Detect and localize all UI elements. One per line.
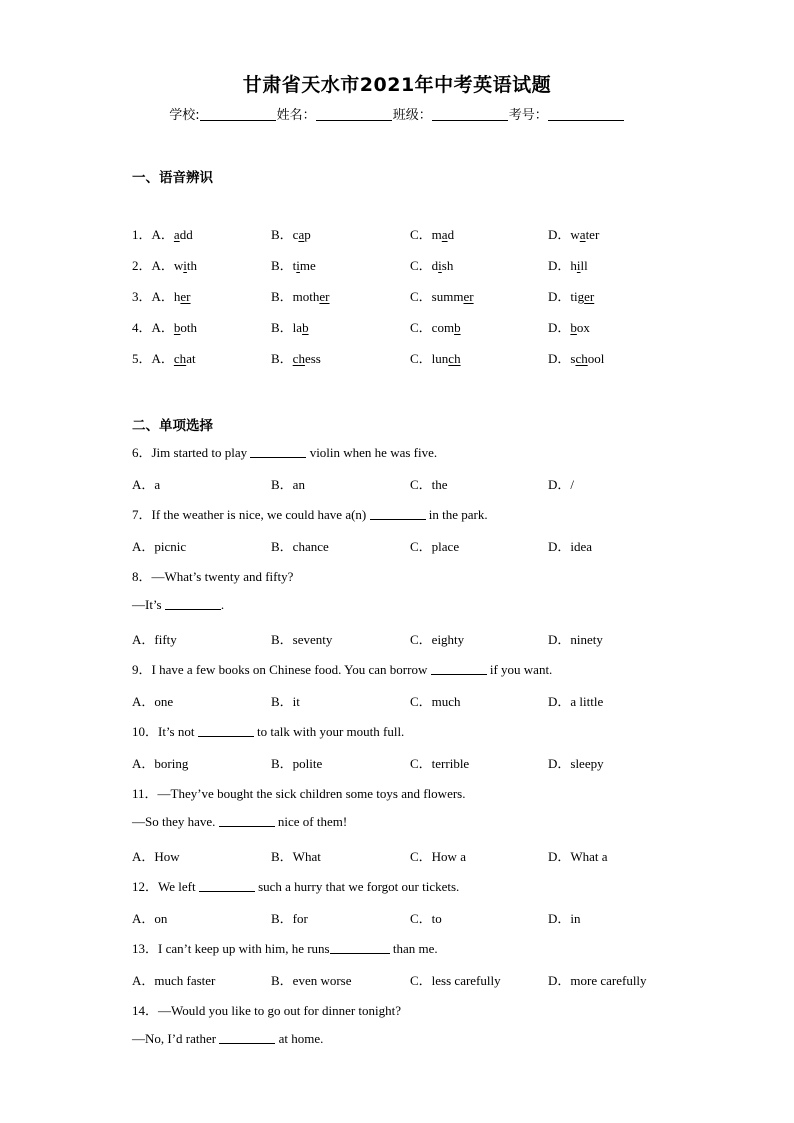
answer-option[interactable]: D．/ (548, 477, 575, 492)
option-letter: B． (271, 320, 293, 335)
word-part: moth (292, 289, 320, 304)
word-part: s (570, 351, 576, 366)
underlined-letters: er (584, 289, 595, 304)
underlined-letters: a (173, 227, 180, 242)
answer-option[interactable]: A．picnic (132, 539, 187, 554)
answer-option[interactable]: C．terrible (410, 756, 470, 771)
answer-blank[interactable] (370, 508, 426, 520)
question-text-part: if you want. (486, 662, 553, 677)
answer-option[interactable]: D．more carefully (548, 973, 647, 988)
question-number: 2． (132, 258, 152, 273)
option-letter: D． (548, 227, 571, 242)
option[interactable] (548, 255, 588, 274)
option[interactable] (132, 224, 193, 243)
question-text-part: violin when he was five. (306, 445, 438, 460)
option-letter: B． (271, 289, 293, 304)
question-text (132, 504, 488, 523)
answer-blank[interactable] (198, 725, 254, 737)
word-part: t (292, 258, 297, 273)
word-part: sh (441, 258, 454, 273)
exam-title: 甘肃省天水市2021年中考英语试题 (242, 74, 552, 96)
answer-blank[interactable] (165, 598, 221, 610)
word-part: me (299, 258, 316, 273)
answer-option[interactable]: D．in (548, 911, 581, 926)
option[interactable] (410, 286, 474, 305)
question-text (132, 1000, 401, 1019)
word-part: w (173, 258, 184, 273)
question-text (132, 814, 347, 830)
exam-number-blank[interactable] (548, 108, 624, 121)
option-letter: B． (271, 227, 293, 242)
option[interactable] (271, 224, 311, 243)
question-text-part: than me. (389, 941, 438, 956)
word-part: c (292, 227, 299, 242)
option[interactable] (548, 317, 590, 336)
underlined-letters: er (180, 289, 191, 304)
word-part: com (431, 320, 455, 335)
word-part: oth (180, 320, 198, 335)
answer-blank[interactable] (250, 446, 306, 458)
option[interactable] (132, 255, 197, 274)
word-part: d (447, 227, 455, 242)
option-letter: D． (548, 320, 571, 335)
answer-option[interactable]: C．the (410, 477, 448, 492)
underlined-letters: b (454, 320, 461, 335)
answer-blank[interactable] (219, 1032, 275, 1044)
question-text-part: 11．—They’ve bought the sick children some toys and flowers. (132, 786, 466, 801)
question-text-part: 13．I can’t keep up with him, he runs (132, 941, 330, 956)
answer-option[interactable]: B．an (271, 477, 305, 492)
option-letter: A． (151, 258, 174, 273)
underlined-letters: i (183, 258, 187, 273)
answer-option[interactable]: C．less carefully (410, 973, 501, 988)
exam-number-label: 考号： (508, 108, 548, 123)
underlined-letters: ch (173, 351, 187, 366)
answer-option[interactable]: D．What a (548, 849, 608, 864)
answer-option[interactable]: C．place (410, 539, 460, 554)
word-part: lun (431, 351, 449, 366)
question-text-part: 12．We left (132, 879, 199, 894)
question-text (132, 938, 438, 957)
question-text (132, 442, 437, 461)
question-text-part: —So they have. (132, 814, 219, 829)
word-part: summ (431, 289, 464, 304)
answer-option[interactable]: D．a little (548, 694, 604, 709)
underlined-letters: b (570, 320, 577, 335)
underlined-letters: ch (575, 351, 588, 366)
question-number: 4． (132, 320, 152, 335)
option-letter: C． (410, 320, 432, 335)
underlined-letters: ch (448, 351, 461, 366)
section-heading-phonetics: 一、语音辨识 (132, 170, 213, 186)
answer-option[interactable]: A．How (132, 849, 180, 864)
answer-option[interactable]: C．to (410, 911, 442, 926)
answer-option[interactable]: A．boring (132, 756, 189, 771)
option[interactable] (410, 317, 461, 336)
question-text-part: . (220, 597, 225, 612)
underlined-letters: ch (292, 351, 305, 366)
answer-option[interactable]: A．a (132, 477, 161, 492)
answer-option[interactable]: A．on (132, 911, 168, 926)
word-part: h (173, 289, 181, 304)
question-text-part: 10．It’s not (132, 724, 198, 739)
answer-option[interactable]: B．What (271, 849, 321, 864)
question-text-part: 7．If the weather is nice, we could have a(n) (132, 507, 370, 522)
answer-option[interactable]: B．chance (271, 539, 329, 554)
question-text-part: nice of them! (274, 814, 348, 829)
word-part: w (570, 227, 580, 242)
option-letter: A． (151, 351, 174, 366)
option-letter: B． (271, 258, 293, 273)
name-label: 姓名： (276, 108, 316, 123)
answer-option[interactable]: A．one (132, 694, 174, 709)
answer-option[interactable]: D．ninety (548, 632, 603, 647)
word-part: th (186, 258, 198, 273)
word-part: d (431, 258, 439, 273)
underlined-letters: er (463, 289, 474, 304)
question-text (132, 597, 224, 613)
underlined-letters: b (173, 320, 181, 335)
underlined-letters: er (319, 289, 330, 304)
question-text-part: 9．I have a few books on Chinese food. You can borrow (132, 662, 431, 677)
answer-option[interactable]: A．much faster (132, 973, 216, 988)
answer-blank[interactable] (330, 942, 390, 954)
question-text (132, 876, 459, 895)
word-part: p (304, 227, 311, 242)
answer-option[interactable]: B．polite (271, 756, 323, 771)
answer-blank[interactable] (431, 663, 487, 675)
option-letter: A． (151, 289, 174, 304)
option[interactable] (548, 348, 604, 367)
answer-option[interactable]: D．idea (548, 539, 593, 554)
answer-option[interactable]: B．for (271, 911, 308, 926)
option[interactable] (548, 224, 599, 243)
word-part: ess (304, 351, 321, 366)
question-text (132, 659, 552, 678)
word-part: h (570, 258, 577, 273)
option[interactable] (132, 348, 196, 367)
option[interactable] (410, 224, 454, 243)
option[interactable] (271, 348, 321, 367)
question-text-part: —It’s (132, 597, 165, 612)
option-letter: D． (548, 289, 571, 304)
word-part: at (186, 351, 196, 366)
option[interactable] (410, 255, 453, 274)
word-part: m (431, 227, 442, 242)
word-part: ox (576, 320, 590, 335)
underlined-letters: i (296, 258, 300, 273)
question-text (132, 566, 293, 585)
option[interactable] (132, 317, 197, 336)
question-text-part: —No, I’d rather (132, 1031, 220, 1046)
underlined-letters: a (579, 227, 586, 242)
option-letter: B． (271, 351, 293, 366)
question-text-part: such a hurry that we forgot our tickets. (254, 879, 460, 894)
class-label: 班级： (392, 108, 432, 123)
answer-option[interactable]: B．even worse (271, 973, 352, 988)
question-text-part: to talk with your mouth full. (253, 724, 405, 739)
question-number: 3． (132, 289, 152, 304)
question-number: 5． (132, 351, 152, 366)
option-letter: C． (410, 289, 432, 304)
student-info-line (0, 104, 794, 123)
school-blank[interactable] (200, 108, 276, 121)
option[interactable] (271, 286, 330, 305)
question-text-part: 6．Jim started to play (132, 445, 251, 460)
underlined-letters: a (298, 227, 305, 242)
section-heading-single-choice: 二、单项选择 (132, 418, 213, 434)
option-letter: C． (410, 258, 432, 273)
answer-option[interactable]: C．much (410, 694, 461, 709)
class-blank[interactable] (432, 108, 508, 121)
word-part: ter (585, 227, 600, 242)
answer-option[interactable]: B．seventy (271, 632, 333, 647)
option-letter: D． (548, 351, 571, 366)
word-part: tig (570, 289, 585, 304)
option[interactable] (410, 348, 461, 367)
underlined-letters: i (576, 258, 581, 273)
question-text (132, 1031, 323, 1047)
school-label: 学校: (169, 108, 200, 123)
option-letter: A． (151, 320, 174, 335)
question-text-part: 14．—Would you like to go out for dinner tonight? (132, 1003, 402, 1018)
answer-option[interactable]: D．sleepy (548, 756, 604, 771)
option[interactable] (271, 255, 316, 274)
underlined-letters: b (302, 320, 309, 335)
word-part: dd (179, 227, 193, 242)
option-letter: C． (410, 227, 432, 242)
answer-blank[interactable] (219, 815, 275, 827)
option[interactable] (132, 286, 191, 305)
answer-option[interactable]: C．eighty (410, 632, 465, 647)
answer-option[interactable]: A．fifty (132, 632, 177, 647)
word-part: ll (580, 258, 588, 273)
option[interactable] (271, 317, 309, 336)
option-letter: D． (548, 258, 571, 273)
underlined-letters: i (438, 258, 442, 273)
option[interactable] (548, 286, 594, 305)
word-part: ool (587, 351, 605, 366)
underlined-letters: a (441, 227, 448, 242)
answer-option[interactable]: C．How a (410, 849, 466, 864)
question-text-part: in the park. (425, 507, 488, 522)
question-text (132, 783, 465, 802)
name-blank[interactable] (316, 108, 392, 121)
option-letter: A． (151, 227, 174, 242)
question-number: 1． (132, 227, 152, 242)
word-part: la (292, 320, 303, 335)
question-text-part: at home. (275, 1031, 324, 1046)
question-text (132, 721, 404, 740)
answer-option[interactable]: B．it (271, 694, 300, 709)
answer-blank[interactable] (199, 880, 255, 892)
option-letter: C． (410, 351, 432, 366)
question-text-part: 8．—What’s twenty and fifty? (132, 569, 294, 584)
